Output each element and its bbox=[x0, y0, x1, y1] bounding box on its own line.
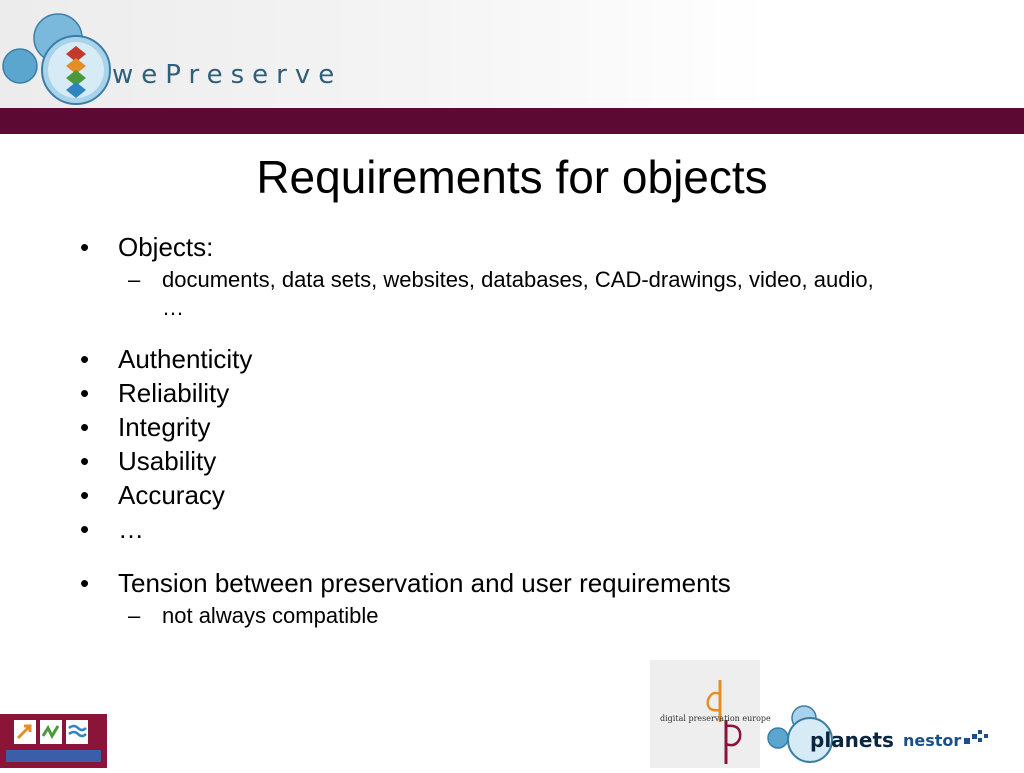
wepreserve-wordmark: wePreserve bbox=[112, 60, 343, 90]
bullet-marker: • bbox=[80, 412, 90, 442]
sub-list-item bbox=[80, 602, 1000, 630]
partner-logo-icon bbox=[0, 714, 107, 768]
list-item-text: Tension between preservation and user requirements bbox=[118, 568, 731, 598]
bullet-marker: • bbox=[80, 514, 90, 544]
list-item-text: Accuracy bbox=[118, 480, 225, 510]
slide-title: Requirements for objects bbox=[256, 151, 768, 203]
list-item bbox=[80, 512, 1000, 546]
sub-item-text: not always compatible bbox=[162, 603, 379, 628]
list-item bbox=[80, 444, 1000, 478]
bullet-list bbox=[80, 230, 1000, 630]
dpe-logo bbox=[650, 660, 771, 768]
nestor-mark-icon bbox=[962, 728, 990, 748]
bullet-marker: • bbox=[80, 568, 90, 598]
list-item-text: Usability bbox=[118, 446, 217, 476]
list-item-text: Objects: bbox=[118, 232, 214, 262]
dash-marker: – bbox=[128, 267, 141, 292]
list-item-text: … bbox=[118, 514, 144, 544]
dash-marker: – bbox=[128, 603, 141, 628]
list-item-text: Authenticity bbox=[118, 344, 253, 374]
list-item bbox=[80, 376, 1000, 410]
partner-logos-right bbox=[650, 660, 1024, 768]
bullet-marker: • bbox=[80, 480, 90, 510]
sub-item-text: documents, data sets, websites, databases, CAD-drawings, video, audio, bbox=[162, 267, 874, 292]
bullet-marker: • bbox=[80, 232, 90, 262]
sub-list-item bbox=[80, 266, 1000, 322]
list-item bbox=[80, 566, 1000, 600]
list-item bbox=[80, 410, 1000, 444]
list-item-text: Integrity bbox=[118, 412, 211, 442]
list-item bbox=[80, 230, 1000, 264]
list-item bbox=[80, 478, 1000, 512]
dpe-logo-text: digital preservation europe bbox=[660, 714, 771, 723]
bullet-marker: • bbox=[80, 378, 90, 408]
sub-item-continuation: … bbox=[162, 295, 184, 320]
list-item bbox=[80, 342, 1000, 376]
partner-logo-left bbox=[0, 714, 107, 768]
list-item-text: Reliability bbox=[118, 378, 230, 408]
spacer bbox=[80, 546, 1000, 566]
spacer bbox=[80, 322, 1000, 342]
planets-logo-text: planets bbox=[810, 728, 894, 752]
bullet-marker: • bbox=[80, 344, 90, 374]
nestor-logo-text: nestor bbox=[903, 731, 962, 750]
wepreserve-logo bbox=[0, 12, 380, 112]
bullet-marker: • bbox=[80, 446, 90, 476]
